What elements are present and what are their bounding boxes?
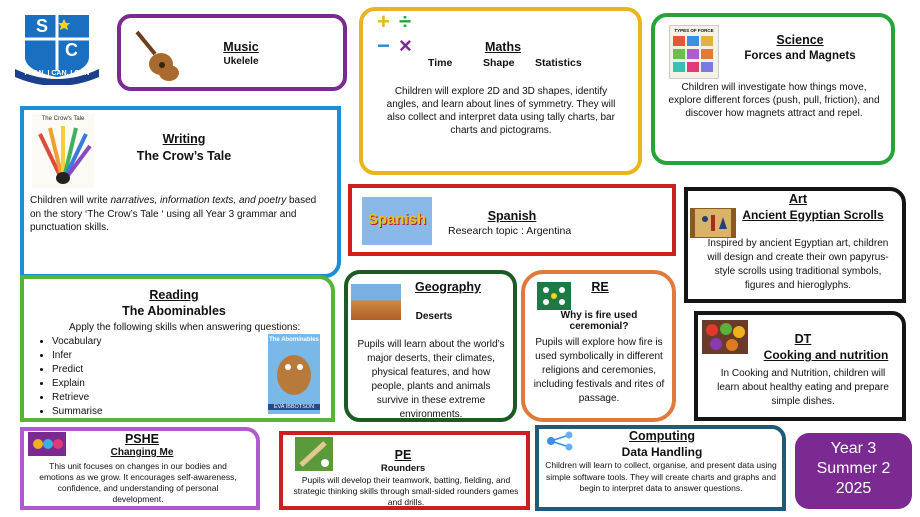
maths-topic-shape: Shape — [483, 57, 515, 69]
geography-body: Pupils will learn about the world’s major deserts, their climates, physical features, and how people, plants and animals survive in these extreme environments. — [357, 339, 505, 420]
crow-feathers-icon — [32, 122, 94, 186]
pe-box — [279, 431, 530, 510]
ukulele-icon — [131, 28, 181, 83]
dt-subtitle: Cooking and nutrition — [763, 348, 889, 362]
dt-box — [694, 311, 906, 421]
geography-box — [344, 270, 517, 422]
reading-intro: Apply the following skills when answering questions: — [69, 322, 301, 333]
maths-topic-statistics: Statistics — [535, 57, 582, 69]
science-body: Children will investigate how things move, explore different forces (push, pull, friction), and discover how magnets attract and repel. — [668, 82, 880, 119]
writing-subtitle: The Crow’s Tale — [136, 149, 232, 163]
pshe-title: PSHE — [124, 432, 160, 446]
pe-body: Pupils will develop their teamwork, batting, fielding, and strategic thinking skills through small-sided rounders games and drills. — [293, 475, 519, 507]
crows-tale-book-title: The Crow's Tale — [41, 116, 85, 122]
dt-body: In Cooking and Nutrition, children will learn about healthy eating and prepare simple dishes. — [717, 368, 889, 407]
term-summary-badge — [795, 433, 912, 509]
maths-title: Maths — [484, 40, 522, 54]
music-box — [117, 14, 347, 91]
network-icon — [543, 430, 577, 452]
music-title: Music — [223, 40, 259, 54]
forces-poster-image — [669, 25, 719, 79]
healthy-food-image — [702, 320, 748, 354]
reading-subtitle: The Abominables — [122, 304, 226, 318]
force-arrows-icon — [670, 33, 716, 75]
geography-subtitle: Deserts — [415, 311, 453, 322]
writing-body — [30, 194, 326, 235]
reading-box — [20, 275, 335, 422]
yeti-icon — [268, 343, 320, 399]
divide-icon: ÷ — [399, 9, 412, 34]
desert-image — [351, 284, 401, 320]
pshe-subtitle: Changing Me — [110, 447, 174, 458]
re-title: RE — [591, 280, 609, 294]
crows-tale-book-image — [32, 114, 94, 188]
list-item: • Vocabulary — [52, 335, 103, 349]
geography-title: Geography — [415, 280, 481, 294]
logo-letter-c: C — [65, 40, 78, 60]
rounders-image — [295, 437, 333, 471]
art-title: Art — [788, 192, 808, 206]
pshe-body: This unit focuses on changes in our bodies and emotions as we grow. It encourages self-awareness, confidence, and understanding of personal development. — [39, 461, 237, 504]
art-subtitle: Ancient Egyptian Scrolls — [742, 208, 884, 222]
religion-symbols-image — [537, 282, 571, 310]
list-item: • Summarise — [52, 405, 103, 419]
abominables-book-title: The Abominables — [269, 337, 319, 343]
summary-year-number: 2025 — [835, 480, 872, 497]
spanish-body: Research topic : Argentina — [448, 225, 572, 237]
spanish-image — [362, 197, 432, 245]
science-box — [651, 13, 895, 165]
summary-year: Year 3 — [830, 440, 877, 457]
art-box — [684, 187, 906, 303]
art-body: Inspired by ancient Egyptian art, children will design and create their own papyrus-style scrolls using traditional symbols, figures and hieroglyphs. — [707, 238, 889, 291]
abominables-book-author: EVA IBBOTSON — [268, 404, 320, 410]
science-title: Science — [776, 33, 824, 47]
logo-motto: I CAN, I CAN, I CAN — [24, 70, 90, 77]
writing-body-genres: narratives, information texts, and poetry — [110, 195, 287, 206]
pe-subtitle: Rounders — [380, 463, 426, 474]
abominables-book-image — [268, 334, 320, 414]
computing-box — [535, 425, 786, 511]
science-subtitle: Forces and Magnets — [744, 50, 856, 62]
dt-title: DT — [794, 332, 812, 346]
pe-title: PE — [394, 448, 412, 462]
reading-skills-list — [24, 335, 103, 419]
religious-symbols-icon — [537, 282, 571, 310]
jigsaw-icon — [28, 432, 66, 456]
vegetables-icon — [702, 320, 748, 354]
maths-box — [359, 7, 642, 175]
computing-subtitle: Data Handling — [621, 445, 703, 459]
re-body: Pupils will explore how fire is used symbolically in different religions and ceremonies, including festivals and rites of passage. — [533, 337, 665, 404]
list-item: • Explain — [52, 377, 103, 391]
spanish-box — [348, 184, 676, 256]
list-item: • Predict — [52, 363, 103, 377]
computing-title: Computing — [629, 429, 695, 443]
list-item: • Infer — [52, 349, 103, 363]
writing-body-end: based on the story ‘The Crow’s Tale ‘ using all Year 3 grammar and punctuation skills. — [30, 195, 317, 233]
music-subtitle: Ukelele — [223, 56, 259, 67]
plus-icon: + — [377, 9, 390, 34]
spanish-title: Spanish — [487, 209, 537, 223]
list-item: • Retrieve — [52, 391, 103, 405]
computing-body: Children will learn to collect, organise, and present data using simple software tools. They will create charts and graphs and begin to interpret data to answer questions. — [545, 460, 777, 493]
maths-topic-time: Time — [428, 57, 453, 69]
writing-title: Writing — [162, 132, 206, 146]
spanish-image-word: Spanish — [367, 211, 427, 228]
pshe-box — [20, 427, 260, 510]
network-image — [543, 430, 577, 452]
writing-body-start: Children will write — [30, 195, 111, 206]
writing-box — [20, 106, 341, 278]
re-subtitle: Why is fire used ceremonial? — [560, 310, 638, 332]
reading-title: Reading — [149, 288, 199, 302]
logo-letter-s: S — [36, 16, 49, 36]
pshe-image — [28, 432, 66, 456]
minus-icon: − — [377, 33, 390, 58]
re-box — [521, 270, 676, 422]
multiply-icon: × — [399, 33, 412, 58]
forces-poster-caption: TYPES OF FORCE — [674, 28, 714, 33]
school-logo — [15, 13, 99, 85]
maths-body: Children will explore 2D and 3D shapes, identify angles, and learn about lines of symmetry. They will also collect and interpret data using tally charts, bar charts and pictograms. — [386, 86, 616, 136]
rounders-bat-icon — [295, 437, 333, 471]
summary-term: Summer 2 — [816, 460, 891, 477]
